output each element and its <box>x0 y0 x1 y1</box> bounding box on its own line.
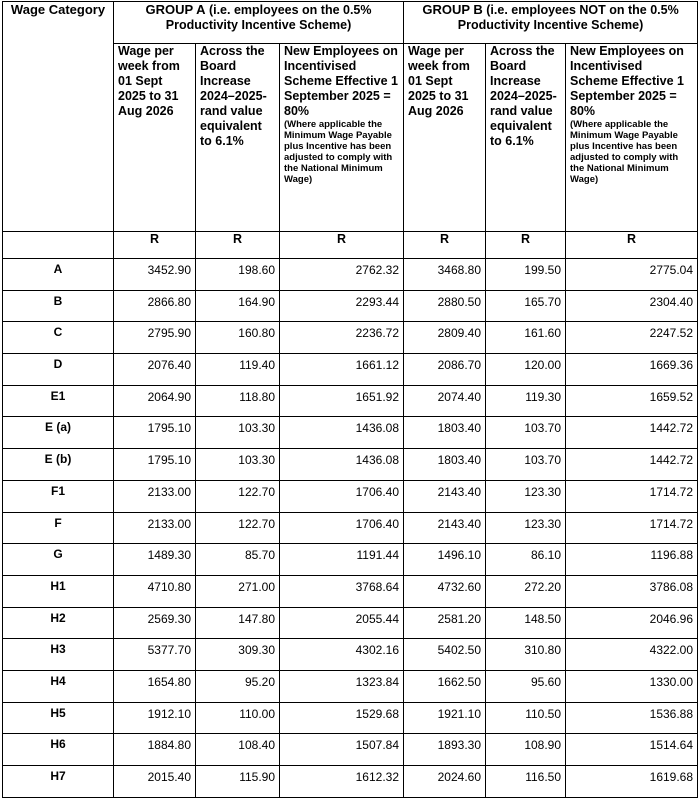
value-cell-b-inc: 165.70 <box>486 290 566 322</box>
value-cell-b-new: 4322.00 <box>566 639 698 671</box>
wage-category-cell: F <box>3 512 114 544</box>
value-cell-b-wage: 2024.60 <box>404 766 486 798</box>
value-cell-a-new: 1191.44 <box>280 544 404 576</box>
value-cell-b-wage: 1803.40 <box>404 449 486 481</box>
group-b-header <box>404 2 698 44</box>
group-a-new-employees-header <box>280 44 404 232</box>
value-cell-a-wage: 2569.30 <box>114 607 196 639</box>
value-cell-b-wage: 1803.40 <box>404 417 486 449</box>
wage-category-cell: B <box>3 290 114 322</box>
value-cell-b-new: 3786.08 <box>566 575 698 607</box>
group-a-increase-header: Across the Board Increase 2024–2025-rand value equivalent to 6.1% <box>196 44 280 232</box>
value-cell-a-wage: 2133.00 <box>114 480 196 512</box>
value-cell-b-wage: 2086.70 <box>404 354 486 386</box>
value-cell-a-inc: 85.70 <box>196 544 280 576</box>
value-cell-a-wage: 2076.40 <box>114 354 196 386</box>
value-cell-b-inc: 103.70 <box>486 417 566 449</box>
value-cell-a-wage: 3452.90 <box>114 259 196 291</box>
value-cell-a-new: 2055.44 <box>280 607 404 639</box>
unit-cell: R <box>196 232 280 259</box>
value-cell-a-wage: 1884.80 <box>114 734 196 766</box>
wage-category-cell: G <box>3 544 114 576</box>
wage-category-cell: F1 <box>3 480 114 512</box>
group-b-increase-header: Across the Board Increase 2024–2025-rand value equivalent to 6.1% <box>486 44 566 232</box>
wage-category-cell: A <box>3 259 114 291</box>
value-cell-a-wage: 5377.70 <box>114 639 196 671</box>
value-cell-b-inc: 86.10 <box>486 544 566 576</box>
value-cell-a-new: 3768.64 <box>280 575 404 607</box>
value-cell-b-wage: 2581.20 <box>404 607 486 639</box>
value-cell-a-new: 1323.84 <box>280 670 404 702</box>
group-header-row <box>3 2 698 44</box>
value-cell-a-new: 1651.92 <box>280 385 404 417</box>
value-cell-a-wage: 1489.30 <box>114 544 196 576</box>
wage-table-body <box>3 232 698 798</box>
value-cell-b-new: 2046.96 <box>566 607 698 639</box>
value-cell-a-wage: 1795.10 <box>114 449 196 481</box>
group-b-new-employees-note: (Where applicable the Minimum Wage Payable plus Incentive has been adjusted to comply with the National Minimum Wage) <box>570 119 679 185</box>
value-cell-a-inc: 103.30 <box>196 417 280 449</box>
table-row <box>3 512 698 544</box>
unit-cell: R <box>404 232 486 259</box>
value-cell-b-new: 1442.72 <box>566 449 698 481</box>
value-cell-a-inc: 160.80 <box>196 322 280 354</box>
value-cell-a-inc: 108.40 <box>196 734 280 766</box>
value-cell-b-wage: 1662.50 <box>404 670 486 702</box>
table-row <box>3 354 698 386</box>
unit-cell: R <box>566 232 698 259</box>
table-row <box>3 544 698 576</box>
value-cell-a-wage: 2866.80 <box>114 290 196 322</box>
value-cell-b-wage: 5402.50 <box>404 639 486 671</box>
wage-category-header: Wage Category <box>3 2 114 232</box>
table-row <box>3 607 698 639</box>
table-row <box>3 385 698 417</box>
wage-category-cell: H5 <box>3 702 114 734</box>
value-cell-b-new: 1514.64 <box>566 734 698 766</box>
value-cell-a-wage: 4710.80 <box>114 575 196 607</box>
value-cell-a-new: 1507.84 <box>280 734 404 766</box>
table-row <box>3 290 698 322</box>
value-cell-a-inc: 271.00 <box>196 575 280 607</box>
table-row <box>3 734 698 766</box>
value-cell-b-inc: 310.80 <box>486 639 566 671</box>
value-cell-b-new: 1442.72 <box>566 417 698 449</box>
group-b-description: (i.e. employees NOT on the 0.5% Productivity Incentive Scheme) <box>457 3 679 32</box>
value-cell-b-inc: 199.50 <box>486 259 566 291</box>
value-cell-b-inc: 148.50 <box>486 607 566 639</box>
value-cell-a-wage: 1795.10 <box>114 417 196 449</box>
value-cell-b-wage: 2143.40 <box>404 512 486 544</box>
value-cell-b-inc: 123.30 <box>486 512 566 544</box>
value-cell-a-inc: 118.80 <box>196 385 280 417</box>
wage-table <box>2 1 698 798</box>
value-cell-b-inc: 272.20 <box>486 575 566 607</box>
value-cell-b-new: 1196.88 <box>566 544 698 576</box>
value-cell-b-new: 2247.52 <box>566 322 698 354</box>
value-cell-a-inc: 115.90 <box>196 766 280 798</box>
value-cell-a-inc: 147.80 <box>196 607 280 639</box>
value-cell-b-wage: 3468.80 <box>404 259 486 291</box>
value-cell-a-inc: 198.60 <box>196 259 280 291</box>
wage-category-cell: H1 <box>3 575 114 607</box>
value-cell-b-inc: 110.50 <box>486 702 566 734</box>
wage-category-cell: H6 <box>3 734 114 766</box>
group-b-new-employees-header <box>566 44 698 232</box>
value-cell-b-wage: 1893.30 <box>404 734 486 766</box>
value-cell-a-new: 2762.32 <box>280 259 404 291</box>
value-cell-a-inc: 95.20 <box>196 670 280 702</box>
table-row <box>3 417 698 449</box>
group-a-wage-header: Wage per week from 01 Sept 2025 to 31 Aug 2026 <box>114 44 196 232</box>
value-cell-a-new: 1436.08 <box>280 449 404 481</box>
value-cell-a-inc: 164.90 <box>196 290 280 322</box>
value-cell-b-new: 1619.68 <box>566 766 698 798</box>
value-cell-a-new: 4302.16 <box>280 639 404 671</box>
value-cell-b-new: 2775.04 <box>566 259 698 291</box>
value-cell-a-wage: 2795.90 <box>114 322 196 354</box>
wage-category-cell: H2 <box>3 607 114 639</box>
group-a-title: GROUP A <box>145 2 206 17</box>
value-cell-a-inc: 103.30 <box>196 449 280 481</box>
value-cell-a-inc: 122.70 <box>196 480 280 512</box>
value-cell-b-new: 1536.88 <box>566 702 698 734</box>
value-cell-a-wage: 1654.80 <box>114 670 196 702</box>
wage-category-cell: H7 <box>3 766 114 798</box>
value-cell-b-inc: 123.30 <box>486 480 566 512</box>
value-cell-a-new: 1706.40 <box>280 480 404 512</box>
value-cell-a-inc: 122.70 <box>196 512 280 544</box>
table-row <box>3 575 698 607</box>
table-row <box>3 322 698 354</box>
value-cell-b-inc: 119.30 <box>486 385 566 417</box>
value-cell-a-wage: 2133.00 <box>114 512 196 544</box>
wage-category-cell: E (a) <box>3 417 114 449</box>
value-cell-a-new: 2293.44 <box>280 290 404 322</box>
wage-category-cell: E (b) <box>3 449 114 481</box>
value-cell-a-new: 1706.40 <box>280 512 404 544</box>
value-cell-b-new: 2304.40 <box>566 290 698 322</box>
value-cell-b-inc: 161.60 <box>486 322 566 354</box>
value-cell-b-wage: 1921.10 <box>404 702 486 734</box>
table-row <box>3 702 698 734</box>
value-cell-a-wage: 2064.90 <box>114 385 196 417</box>
unit-cell: R <box>280 232 404 259</box>
value-cell-b-wage: 4732.60 <box>404 575 486 607</box>
group-a-new-employees-title: New Employees on Incentivised Scheme Effective 1 September 2025 = 80% <box>284 44 398 118</box>
value-cell-b-wage: 2880.50 <box>404 290 486 322</box>
unit-cell: R <box>114 232 196 259</box>
table-row <box>3 480 698 512</box>
value-cell-a-wage: 1912.10 <box>114 702 196 734</box>
table-row <box>3 259 698 291</box>
value-cell-b-wage: 2143.40 <box>404 480 486 512</box>
table-row <box>3 766 698 798</box>
wage-category-cell: C <box>3 322 114 354</box>
value-cell-b-new: 1330.00 <box>566 670 698 702</box>
value-cell-a-inc: 110.00 <box>196 702 280 734</box>
value-cell-b-inc: 108.90 <box>486 734 566 766</box>
table-row <box>3 639 698 671</box>
group-b-title: GROUP B <box>422 2 483 17</box>
group-b-new-employees-title: New Employees on Incentivised Scheme Effective 1 September 2025 = 80% <box>570 44 684 118</box>
value-cell-b-inc: 95.60 <box>486 670 566 702</box>
value-cell-a-new: 1436.08 <box>280 417 404 449</box>
value-cell-a-new: 1612.32 <box>280 766 404 798</box>
value-cell-b-wage: 2074.40 <box>404 385 486 417</box>
value-cell-a-new: 1529.68 <box>280 702 404 734</box>
value-cell-b-inc: 103.70 <box>486 449 566 481</box>
group-a-new-employees-note: (Where applicable the Minimum Wage Payable plus Incentive has been adjusted to comply with the National Minimum Wage) <box>284 119 393 185</box>
unit-cell: R <box>486 232 566 259</box>
table-row <box>3 670 698 702</box>
value-cell-b-wage: 1496.10 <box>404 544 486 576</box>
value-cell-b-wage: 2809.40 <box>404 322 486 354</box>
value-cell-b-new: 1659.52 <box>566 385 698 417</box>
wage-category-cell: D <box>3 354 114 386</box>
wage-category-cell: E1 <box>3 385 114 417</box>
value-cell-a-inc: 119.40 <box>196 354 280 386</box>
unit-row <box>3 232 698 259</box>
group-a-header <box>114 2 404 44</box>
table-row <box>3 449 698 481</box>
value-cell-b-inc: 116.50 <box>486 766 566 798</box>
value-cell-b-new: 1669.36 <box>566 354 698 386</box>
value-cell-a-inc: 309.30 <box>196 639 280 671</box>
group-a-description: (i.e. employees on the 0.5% Productivity Incentive Scheme) <box>165 3 372 32</box>
value-cell-a-wage: 2015.40 <box>114 766 196 798</box>
wage-category-cell: H3 <box>3 639 114 671</box>
group-b-wage-header: Wage per week from 01 Sept 2025 to 31 Aug 2026 <box>404 44 486 232</box>
value-cell-b-new: 1714.72 <box>566 512 698 544</box>
value-cell-b-new: 1714.72 <box>566 480 698 512</box>
unit-cell-category <box>3 232 114 259</box>
value-cell-b-inc: 120.00 <box>486 354 566 386</box>
wage-category-cell: H4 <box>3 670 114 702</box>
value-cell-a-new: 2236.72 <box>280 322 404 354</box>
value-cell-a-new: 1661.12 <box>280 354 404 386</box>
